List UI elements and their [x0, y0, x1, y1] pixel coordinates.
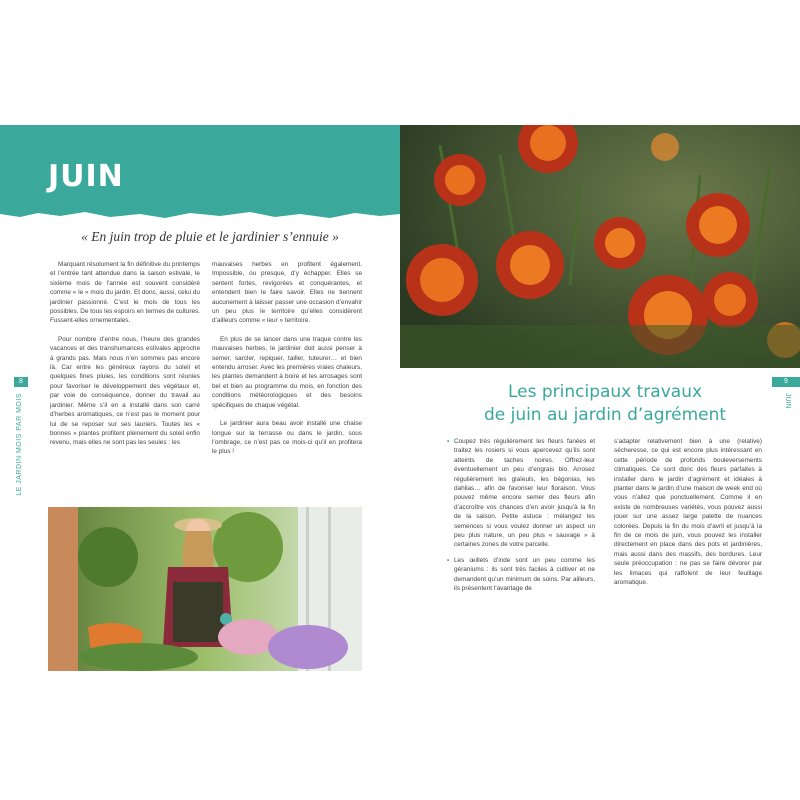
paragraph: Marquant résolument la fin définitive du printemps et l’entrée tant attendue dans la saison estivale, le sixième mois de l’année est souvent considéré comme « le » mois du jardin. Et donc, aussi, celui du jardinier passionné. C’est le mois de tous les possibles. De tous les espoirs en termes de cultures. Fussent-elles ornementales.: [50, 261, 200, 325]
section-title-line-2: de juin au jardin d’agrément: [483, 405, 727, 425]
list-item-text: Les œillets d’inde sont un peu comme les géraniums : ils sont très faciles à cultiver et ne demandent qu’un minimum de soins. Par ailleurs, ils présentent l’avantage de: [454, 556, 595, 593]
page-number-tab: 9: [772, 377, 800, 387]
month-header-band: [0, 125, 400, 221]
paragraph: s’adapter relativement bien à une (relative) sécheresse, ce qui est encore plus intéressant en cette période de profonds bouleversements climatiques. Ce sont donc des fleurs parfaites à installer dans le jardin d’agrément et idéales à planter dans le jardin d’une maison de week end où vous n’allez que ponctuellement. Comme il en existe de nombreuses variétés, vous pouvez aussi jouer sur une assez large palette de nuances colorées. Depuis la fin du mois d’avril et jusqu’à la fin de ce mois de juin, vous pouvez les installer directement en place dans des pots et jardinières, mais aussi dans des massifs, des bordures. Leur seule préoccupation : ne pas se faire dévorer par les limaces qui raffolent de leur feuillage aromatique.: [614, 438, 762, 587]
paragraph: Pour nombre d’entre nous, l’heure des grandes vacances et des transhumances estivales approche à grands pas. Mais nous n’en sommes pas encore là. Car entre les généreux rayons du soleil et quelques fines pluies, les conditions sont réunies pour favoriser le développement des végétaux et, par voie de conséquence, donner du travail au jardinier. Même s’il en a installé dans son carré d’herbes aromatiques, ce n’est pas le moment pour lui de se reposer sur ses lauriers. Toutes les « bonnes » plantes profitent pleinement du soleil enfin revenu, mais elles ne sont pas les seules : les: [50, 335, 200, 447]
bullet-icon: •: [447, 438, 450, 445]
section-title-line-1: Les principaux travaux: [507, 382, 703, 402]
month-title: JUIN: [48, 159, 124, 194]
left-text-column-1: [50, 260, 200, 457]
section-title: [440, 381, 770, 427]
marigold-photo: [400, 125, 800, 368]
paragraph: mauvaises herbes en profitent également. Impossible, ou presque, d’y échapper. Elles se sentent fortes, revigorées et conquérantes, et entendent bien le faire savoir. Elles ne tiennent aucunement à laisser passer une occasion d’envahir un peu plus le territoire qu’elles considèrent d’ailleurs comme « leur » territoire.: [212, 261, 362, 325]
running-section-label: JUIN: [784, 393, 791, 409]
list-item-text: Coupez très régulièrement les fleurs fanées et traitez les rosiers si vous apercevez qu’ils sont atteints de taches noires. Offrez-leur éventuellement un peu d’engrais bio. Arrosez régulièrement les glaïeuls, les bégonias, les dahlias… afin de favoriser leur floraison. Vous pouvez même encore semer des fleurs afin d’accroître vos chances d’en avoir jusqu’à la fin de la saison. Petite astuce : mélangez les semences si vous voulez donner un aspect un peu plus nature, un peu plus « sauvage » à certaines zones de votre parcelle.: [454, 438, 595, 549]
running-section-label: LE JARDIN MOIS PAR MOIS: [16, 393, 23, 496]
page-number-tab: 8: [14, 377, 28, 387]
gardener-photo: [48, 507, 362, 671]
right-text-column-2: [614, 437, 762, 588]
right-text-column-1: [447, 437, 595, 600]
proverb-quote: « En juin trop de pluie et le jardinier s’ennuie »: [81, 229, 339, 244]
book-spread: [0, 125, 800, 680]
marigold-illustration: [400, 125, 800, 368]
gardener-illustration: [48, 507, 362, 671]
list-item: [447, 437, 595, 550]
torn-paper-edge: [0, 208, 400, 222]
list-item: [447, 556, 595, 594]
paragraph: En plus de se lancer dans une traque contre les mauvaises herbes, le jardinier doit aussi penser à semer, sarcler, repiquer, tailler, tuteurer… et bien entendu arroser. Avec les premières vraies chaleurs, les plantes demandent à boire et les arrosages sont bel et bien au programme du mois, en fonction des conditions météorologiques et des besoins spécifiques de chaque végétal.: [212, 335, 362, 409]
paragraph: Le jardinier aura beau avoir installé une chaise longue sur la terrasse ou dans le jardin, sous l’ombrage, ce n’est pas ce mois-ci qu’il en profitera le plus !: [212, 420, 362, 456]
left-text-column-2: [212, 260, 362, 466]
bullet-icon: •: [447, 556, 450, 564]
right-page: [400, 125, 800, 680]
left-page: [0, 125, 400, 680]
